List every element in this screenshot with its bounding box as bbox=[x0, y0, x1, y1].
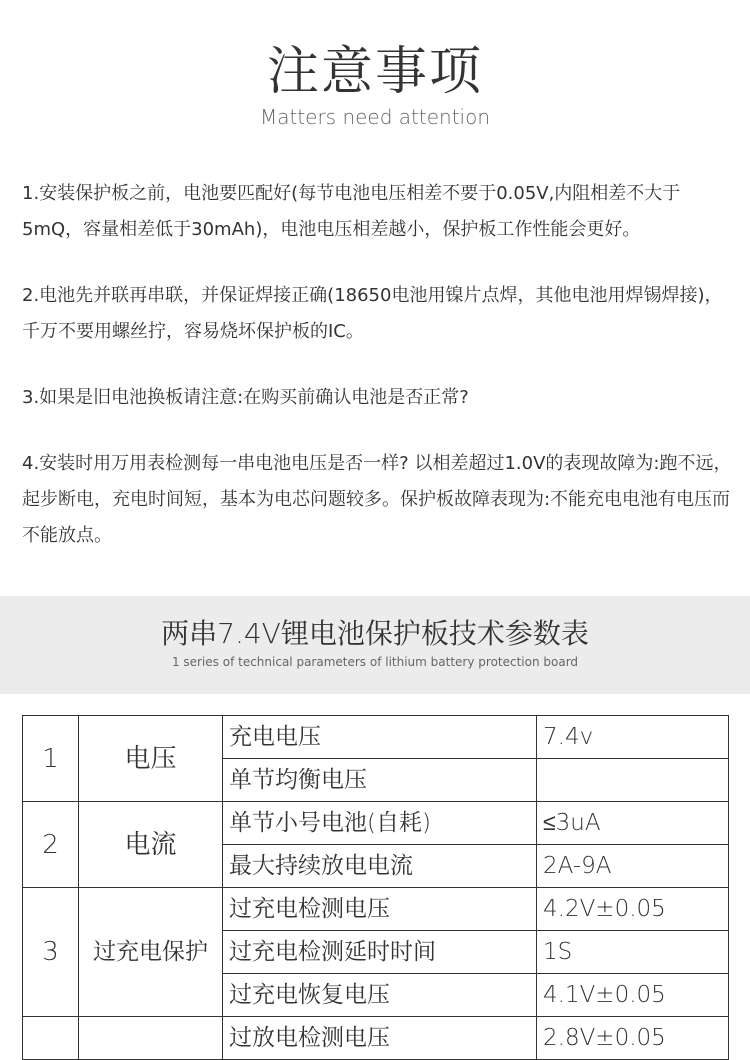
row-category: 过充电保护 bbox=[79, 888, 223, 1017]
spec-table bbox=[22, 715, 729, 1060]
row-category: 电压 bbox=[79, 716, 223, 802]
param-name: 最大持续放电电流 bbox=[223, 845, 537, 888]
param-value bbox=[537, 759, 729, 802]
param-name: 过充电检测电压 bbox=[223, 888, 537, 931]
param-value: ≤3uA bbox=[537, 802, 729, 845]
param-name: 单节小号电池(自耗) bbox=[223, 802, 537, 845]
row-category: 电流 bbox=[79, 802, 223, 888]
row-index: 2 bbox=[23, 802, 79, 888]
page-header bbox=[0, 0, 750, 160]
param-name: 单节均衡电压 bbox=[223, 759, 537, 802]
table-row bbox=[23, 716, 729, 759]
spec-section-subtitle: 1 series of technical parameters of lithium battery protection board bbox=[171, 655, 579, 669]
row-index: 3 bbox=[23, 888, 79, 1017]
notes-list bbox=[22, 176, 732, 584]
spec-section-header bbox=[0, 596, 750, 694]
spec-section-title: 两串7.4V锂电池保护板技术参数表 bbox=[161, 617, 589, 650]
note-item: 3.如果是旧电池换板请注意:在购买前确认电池是否正常? bbox=[22, 387, 469, 408]
param-value: 2.8V±0.05 bbox=[537, 1017, 729, 1060]
param-value: 1S bbox=[537, 931, 729, 974]
param-name: 过充电检测延时时间 bbox=[223, 931, 537, 974]
param-name: 过放电检测电压 bbox=[223, 1017, 537, 1060]
row-index bbox=[23, 1017, 79, 1060]
page-subtitle: Matters need attention bbox=[259, 105, 491, 129]
param-value: 4.2V±0.05 bbox=[537, 888, 729, 931]
row-index: 1 bbox=[23, 716, 79, 802]
note-item: 1.安装保护板之前，电池要匹配好(每节电池电压相差不要于0.05V,内阻相差不大于5mQ，容量相差低于30mAh)，电池电压相差越小，保护板工作性能会更好。 bbox=[22, 183, 681, 240]
param-value: 2A-9A bbox=[537, 845, 729, 888]
page-title: 注意事项 bbox=[266, 42, 483, 102]
param-name: 充电电压 bbox=[223, 716, 537, 759]
table-row bbox=[23, 802, 729, 845]
table-row bbox=[23, 888, 729, 931]
param-value: 4.1V±0.05 bbox=[537, 974, 729, 1017]
row-category bbox=[79, 1017, 223, 1060]
param-name: 过充电恢复电压 bbox=[223, 974, 537, 1017]
note-item: 4.安装时用万用表检测每一串电池电压是否一样? 以相差超过1.0V的表现故障为:跑不远，起步断电，充电时间短，基本为电芯问题较多。保护板故障表现为:不能充电电池有电压而不能放点。 bbox=[22, 453, 732, 546]
param-value: 7.4v bbox=[537, 716, 729, 759]
note-item: 2.电池先并联再串联，并保证焊接正确(18650电池用镍片点焊，其他电池用焊锡焊接)，千万不要用螺丝拧，容易烧坏保护板的IC。 bbox=[22, 285, 723, 342]
table-row bbox=[23, 1017, 729, 1060]
